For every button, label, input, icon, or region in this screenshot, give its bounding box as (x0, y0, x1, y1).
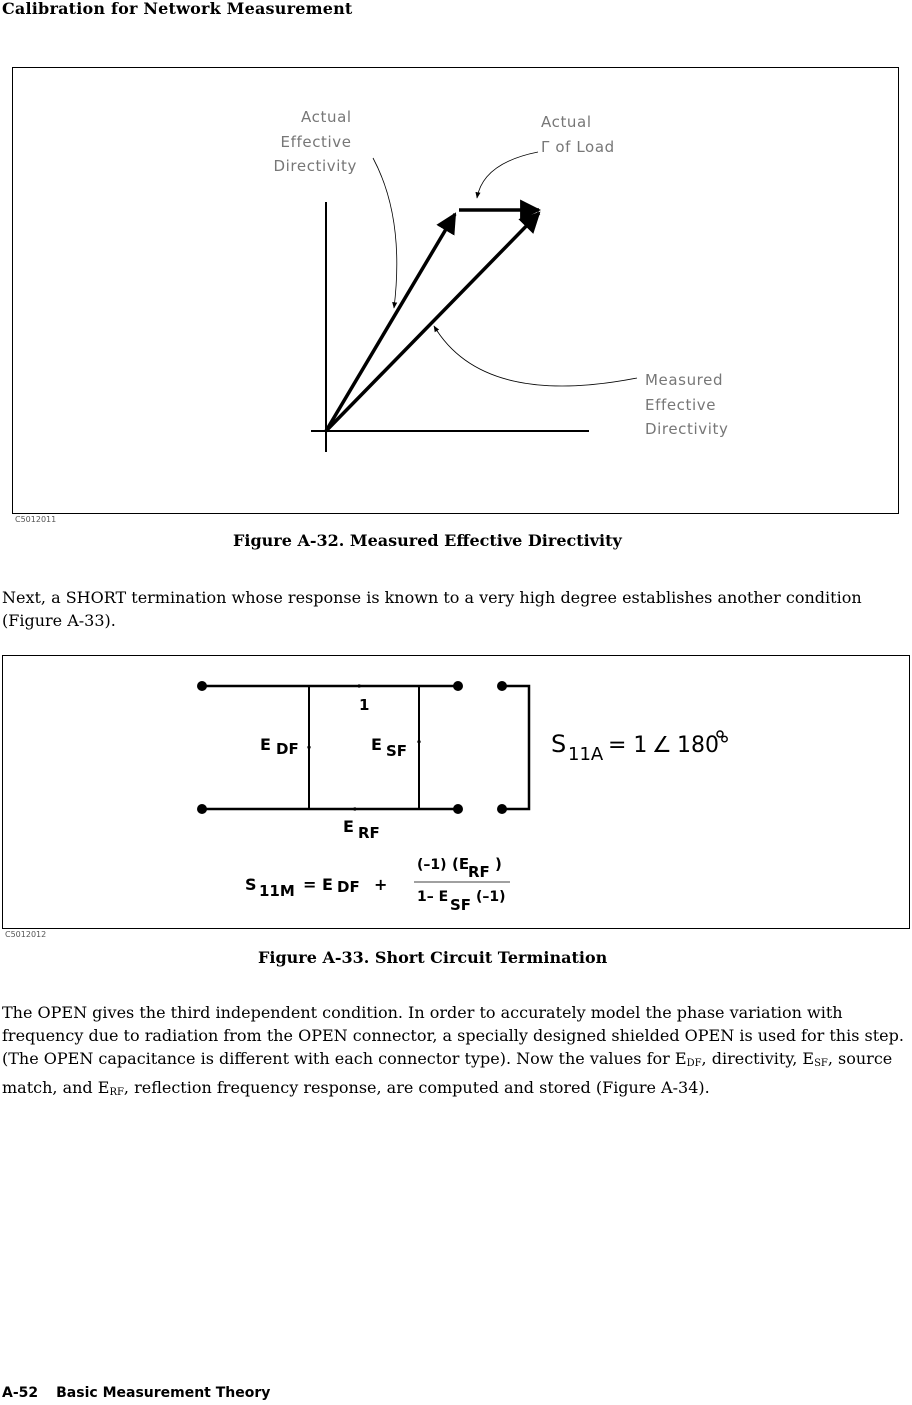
node (497, 804, 507, 814)
actual-directivity-vector (326, 214, 455, 431)
label-actual-directivity: Actual Effective Directivity (273, 108, 357, 175)
page-footer (2, 1385, 270, 1401)
label-actual-load: Actual Γ of Load (541, 113, 615, 156)
figure-a32-box (12, 67, 899, 514)
paragraph-short-termination: Next, a SHORT termination whose response is known to a very high degree establishes another condition (Figure A-33). (2, 588, 862, 631)
node (453, 681, 463, 691)
node (197, 681, 207, 691)
figure-a33-caption: Figure A-33. Short Circuit Termination (258, 948, 608, 967)
leader-actual-directivity (373, 158, 397, 308)
label-one: 1 (359, 696, 370, 714)
leader-measured-directivity (434, 326, 637, 386)
paragraph-open-termination: The OPEN gives the third independent condition. In order to accurately model the phase variation with frequency due to radiation from the OPEN connector, a specially designed shielded OPEN is used for this step. (The OPEN capacitance is different with each connector type). Now the values for $E_{DF}$, directivity, $E_{SF}$, source match, and $E_{RF}$, reflection frequency response, are computed and stored (Figure A-34). (2, 1003, 904, 1098)
s11m-numerator: (–1) (E RF ) (417, 855, 502, 881)
label-edf: E DF (260, 735, 299, 758)
page-number: A-52 (2, 1385, 39, 1401)
leader-actual-load (477, 152, 538, 198)
label-esf: E SF (371, 735, 408, 760)
figure-a33-code: C5012012 (5, 930, 47, 939)
figure-a32-caption: Figure A-32. Measured Effective Directivity (233, 531, 622, 550)
s11m-denominator: 1– E SF (–1) (417, 889, 506, 914)
measured-directivity-vector (326, 213, 539, 431)
node (453, 804, 463, 814)
s11m-equation: S 11M = E DF + (245, 875, 388, 900)
node (497, 681, 507, 691)
short-termination (502, 686, 529, 809)
directivity-vector-diagram (13, 68, 900, 515)
s11a-equation: S 11A = 1 ∠ 180° (551, 730, 730, 765)
page-header: Calibration for Network Measurement (2, 0, 353, 18)
label-measured-directivity: Measured Effective Directivity (645, 371, 729, 438)
figure-a33-box (2, 655, 910, 929)
short-circuit-flow-graph (3, 656, 911, 930)
node (197, 804, 207, 814)
figure-a32-code: C5012011 (15, 515, 57, 524)
footer-section: Basic Measurement Theory (56, 1385, 271, 1401)
label-erf: E RF (343, 817, 380, 842)
